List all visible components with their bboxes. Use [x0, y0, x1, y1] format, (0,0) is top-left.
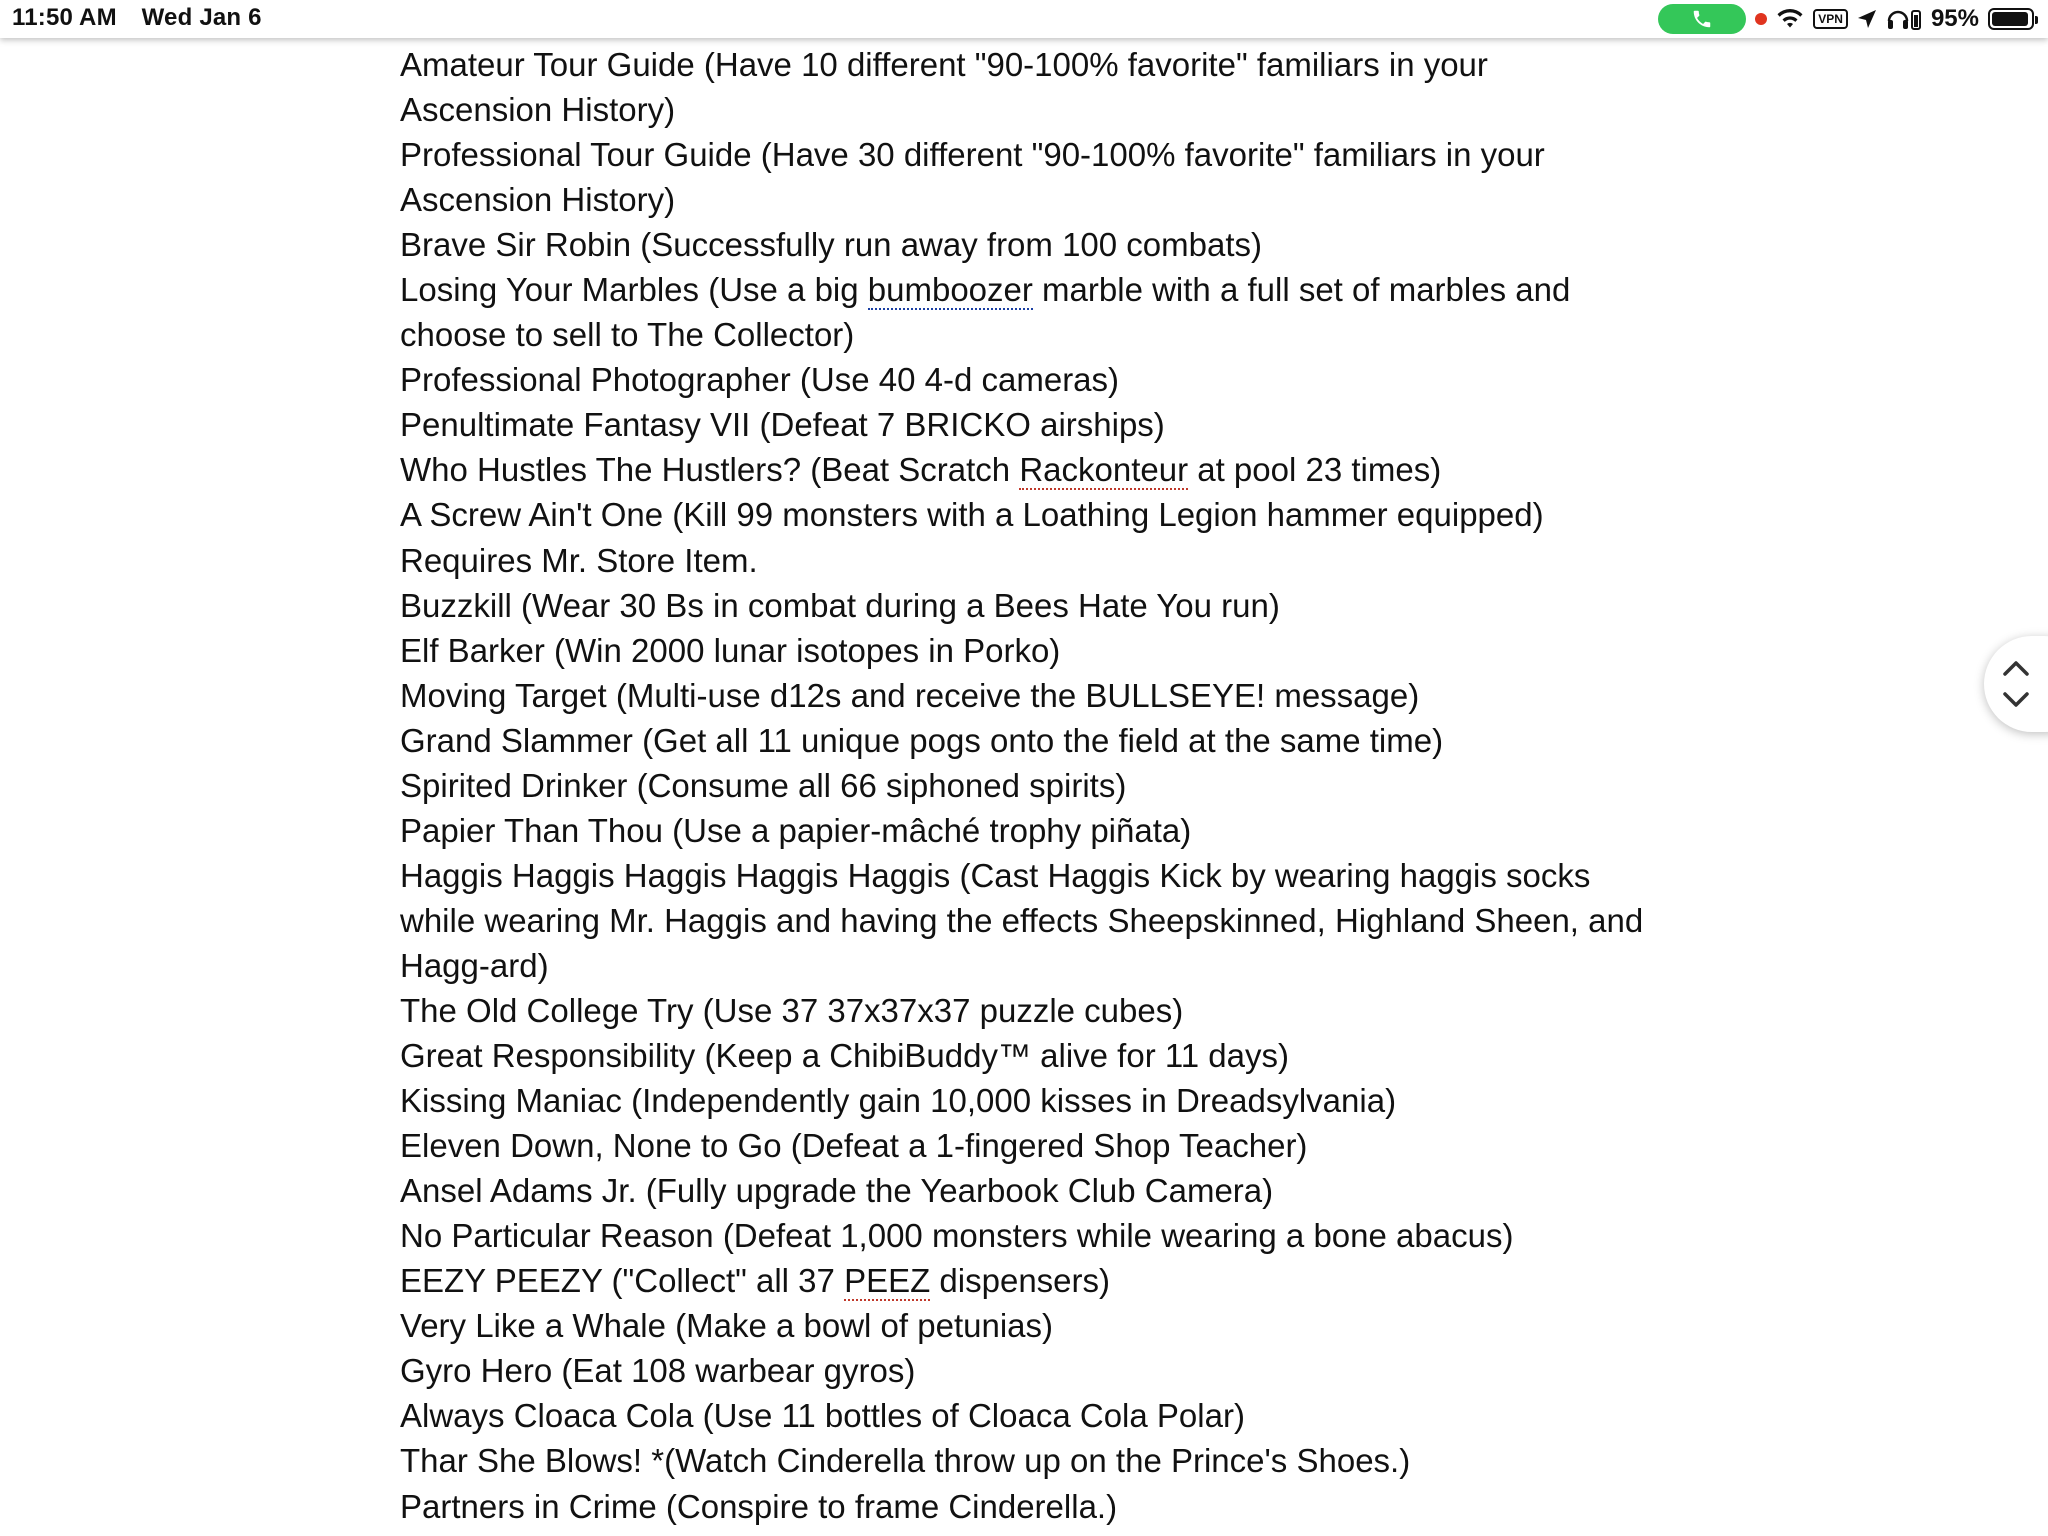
text-line: Requires Mr. Store Item. — [400, 541, 758, 579]
text-segment: at pool 23 times) — [1188, 451, 1442, 489]
text-line: Ascension History) — [400, 181, 676, 219]
text-line: Hagg-ard) — [400, 946, 549, 984]
battery-percent: 95% — [1930, 5, 1979, 32]
status-left — [12, 4, 280, 32]
text-line-with-spellcheck — [400, 447, 1690, 492]
recording-dot-icon — [1755, 13, 1767, 25]
text-segment: marble with a full set of marbles and — [1032, 271, 1571, 309]
battery-icon — [1988, 8, 2034, 30]
text-line: Ansel Adams Jr. (Fully upgrade the Yearbook Club Camera) — [400, 1172, 1274, 1210]
text-line: Very Like a Whale (Make a bowl of petunias) — [400, 1307, 1053, 1345]
bumboozer-link[interactable]: bumboozer — [867, 271, 1033, 309]
text-line-with-link — [400, 267, 1690, 312]
text-line: Eleven Down, None to Go (Defeat a 1-fingered Shop Teacher) — [400, 1127, 1308, 1165]
text-segment: EEZY PEEZY ("Collect" all 37 — [400, 1262, 835, 1300]
headphones-icon — [1886, 7, 1922, 31]
scroll-control[interactable] — [1984, 636, 2048, 732]
document-content — [400, 42, 1690, 1529]
status-time: 11:50 AM — [12, 4, 117, 31]
text-line: Spirited Drinker (Consume all 66 siphoned spirits) — [400, 766, 1127, 804]
text-line-with-spellcheck — [400, 1258, 1690, 1303]
text-line: Amateur Tour Guide (Have 10 different "90-100% favorite" familiars in your — [400, 46, 1488, 83]
text-line: Partners in Crime (Conspire to frame Cinderella.) — [400, 1487, 1118, 1525]
text-line: Gyro Hero (Eat 108 warbear gyros) — [400, 1352, 916, 1390]
text-line: No Particular Reason (Defeat 1,000 monsters while wearing a bone abacus) — [400, 1217, 1514, 1255]
text-line: Haggis Haggis Haggis Haggis Haggis (Cast Haggis Kick by wearing haggis socks — [400, 856, 1591, 894]
active-call-pill[interactable] — [1658, 4, 1746, 34]
text-line: Buzzkill (Wear 30 Bs in combat during a Bees Hate You run) — [400, 586, 1280, 624]
text-segment: dispensers) — [930, 1262, 1111, 1300]
status-date: Wed Jan 6 — [141, 4, 262, 31]
text-line: Moving Target (Multi-use d12s and receive the BULLSEYE! message) — [400, 676, 1420, 714]
location-arrow-icon — [1857, 9, 1877, 29]
text-line: choose to sell to The Collector) — [400, 316, 855, 354]
text-line: Grand Slammer (Get all 11 unique pogs onto the field at the same time) — [400, 721, 1444, 759]
text-line: Professional Photographer (Use 40 4-d cameras) — [400, 361, 1120, 399]
spellcheck-word-peez[interactable]: PEEZ — [844, 1262, 931, 1300]
status-right — [1658, 4, 2034, 34]
text-line: Always Cloaca Cola (Use 11 bottles of Cloaca Cola Polar) — [400, 1397, 1245, 1435]
text-segment: Who Hustles The Hustlers? (Beat Scratch — [400, 451, 1011, 489]
text-segment: Losing Your Marbles (Use a big — [400, 271, 859, 309]
text-line: Ascension History) — [400, 91, 676, 129]
text-line: Penultimate Fantasy VII (Defeat 7 BRICKO airships) — [400, 406, 1165, 444]
text-line: Kissing Maniac (Independently gain 10,000 kisses in Dreadsylvania) — [400, 1082, 1397, 1120]
text-line: Great Responsibility (Keep a ChibiBuddy™ alive for 11 days) — [400, 1037, 1289, 1075]
spellcheck-word-rackonteur[interactable]: Rackonteur — [1019, 451, 1189, 489]
wifi-icon — [1776, 8, 1804, 30]
chevron-up-icon[interactable] — [2002, 658, 2030, 678]
text-line: Elf Barker (Win 2000 lunar isotopes in Porko) — [400, 631, 1061, 669]
text-line: Brave Sir Robin (Successfully run away from 100 combats) — [400, 226, 1262, 264]
phone-icon — [1691, 8, 1713, 30]
battery-fill — [1992, 12, 2028, 26]
text-line: Papier Than Thou (Use a papier-mâché trophy piñata) — [400, 811, 1192, 849]
text-line: while wearing Mr. Haggis and having the effects Sheepskinned, Highland Sheen, and — [400, 901, 1644, 939]
text-line: A Screw Ain't One (Kill 99 monsters with a Loathing Legion hammer equipped) — [400, 496, 1544, 534]
status-bar — [0, 0, 2048, 38]
vpn-icon: VPN — [1813, 9, 1848, 29]
text-line: Professional Tour Guide (Have 30 different "90-100% favorite" familiars in your — [400, 136, 1545, 174]
chevron-down-icon[interactable] — [2002, 690, 2030, 710]
text-line: Thar She Blows! *(Watch Cinderella throw up on the Prince's Shoes.) — [400, 1442, 1411, 1480]
text-line: The Old College Try (Use 37 37x37x37 puzzle cubes) — [400, 991, 1184, 1029]
